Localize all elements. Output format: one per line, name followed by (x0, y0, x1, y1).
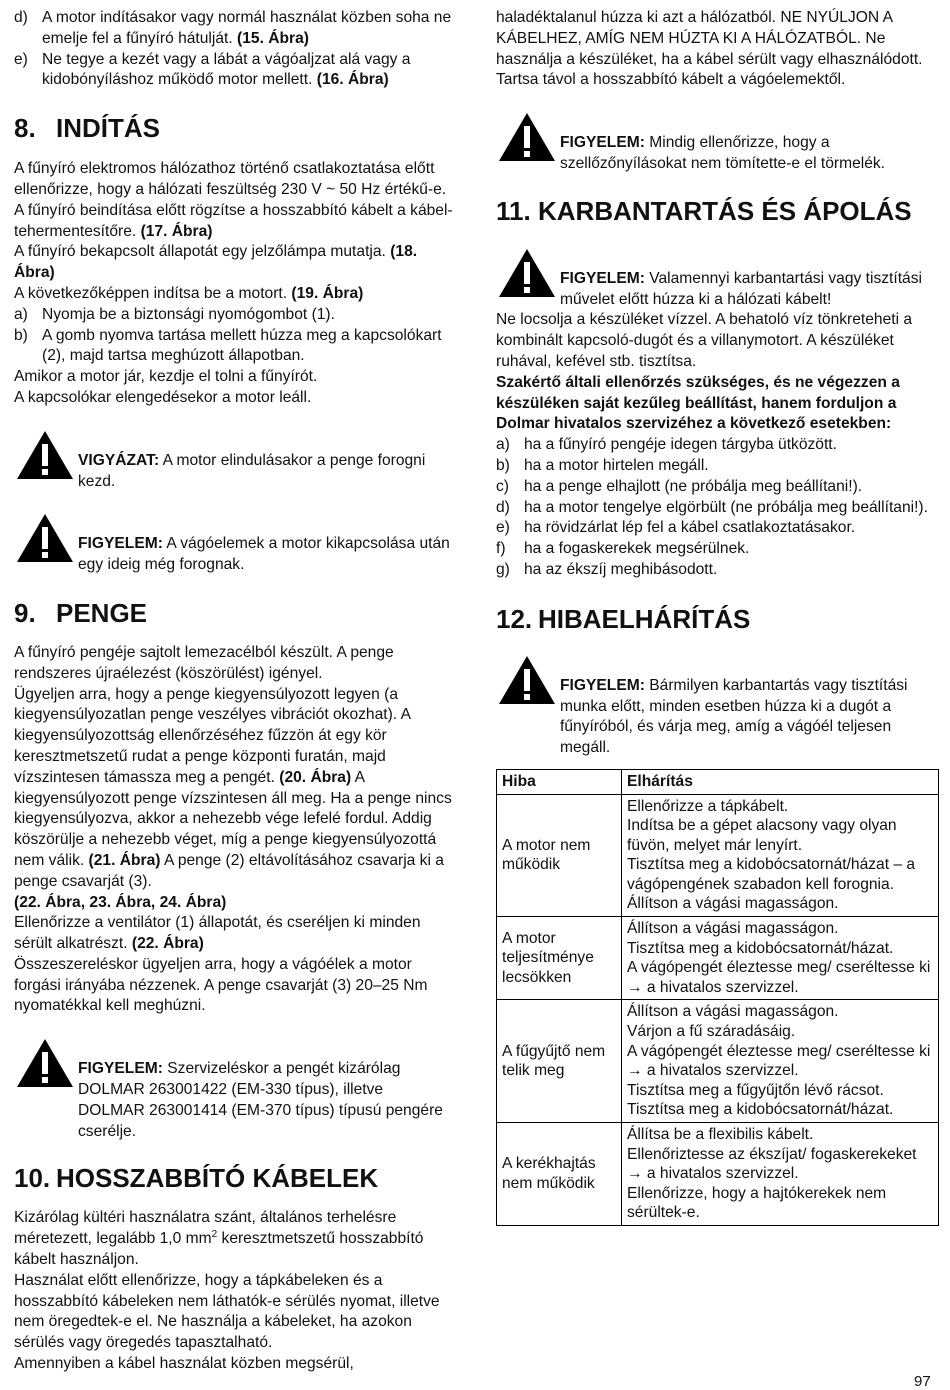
paragraph (14, 913, 454, 955)
warning-label: FIGYELEM: (560, 269, 645, 287)
table-header-row (497, 769, 939, 794)
list-text: ha a motor tengelye elgörbült (ne próbálja meg beállítani!). (524, 498, 928, 516)
list-text: Nyomja be a biztonsági nyomógombot (1). (42, 305, 335, 323)
list-item (496, 560, 938, 581)
warning-text: A motor elindulásakor a penge forogni kezd. (78, 451, 426, 490)
list-text: A motor indításakor vagy normál használat közben soha ne emelje fel a fűnyíró hátulját. (42, 9, 452, 47)
table-cell-problem: A motor teljesítménye lecsökken (497, 917, 622, 1000)
left-column (14, 8, 454, 1375)
list-marker: b) (496, 456, 510, 474)
section-number: 11. (496, 195, 531, 226)
table-row (497, 1123, 939, 1226)
list-item (14, 326, 454, 368)
solution-line: Állítsa be a flexibilis kábelt. (627, 1126, 814, 1144)
solution-line: A vágópengét éleztesse meg/ cseréltesse ki → a hivatalos szervizzel. (627, 1042, 931, 1080)
warning-block (14, 1038, 454, 1142)
table-cell-problem: A kerékhajtás nem működik (497, 1123, 622, 1226)
section-heading (496, 195, 938, 227)
right-column (496, 8, 938, 1226)
table-cell-problem: A fűgyűjtő nem telik meg (497, 1000, 622, 1123)
paragraph (14, 284, 454, 305)
warning-triangle-icon (498, 248, 556, 298)
list-item (14, 50, 454, 92)
list-item (496, 518, 938, 539)
table-cell-solution (622, 794, 939, 917)
table-cell-solution (622, 917, 939, 1000)
table-row (497, 917, 939, 1000)
list-item (496, 435, 938, 456)
paragraph-text: Ellenőrizze a ventilátor (1) állapotát, és cseréljen ki minden sérült alkatrészt. (14, 914, 421, 953)
table-cell-solution (622, 1000, 939, 1123)
warning-triangle-icon (498, 112, 556, 162)
paragraph-text: A következőképpen indítsa be a motort. (14, 284, 288, 302)
troubleshooting-table (496, 769, 939, 1226)
paragraph-bold: Szakértő általi ellenőrzés szükséges, és ne végezzen a készüléken saját kezűleg beállítást, hanem forduljon a Dolmar hivatalos szervizéhez a következő esetekben: (496, 373, 900, 433)
warning-triangle-icon (16, 430, 74, 480)
warning-block (496, 248, 938, 311)
figure-ref: (18. Ábra) (14, 243, 418, 282)
warning-triangle-icon (498, 655, 556, 705)
warning-label: VIGYÁZAT: (78, 451, 160, 469)
figure-ref: (16. Ábra) (316, 71, 389, 89)
paragraph: Használat előtt ellenőrizze, hogy a tápkábeleken és a hosszabbító kábeleken nem láthatók-e sérülés nyomat, illetve nem öregedtek-e el. Ne használja a kábeleket, ha azokon sérülés vagy öregedés tapasztalható. (14, 1271, 440, 1352)
warning-block (14, 513, 454, 576)
section-title: INDÍTÁS (56, 113, 160, 144)
solution-line: Ellenőrizze, hogy a hajtókerekek nem sérültek-e. (627, 1184, 887, 1222)
warning-text: Szervizeléskor a pengét kizárólag DOLMAR 263001422 (EM-330 típus), illetve DOLMAR 263001414 (EM-370 típus) típusú pengére cserélje. (78, 1060, 443, 1140)
solution-line: A vágópengét éleztesse meg/ cseréltesse ki → a hivatalos szervizzel. (627, 959, 931, 996)
section-number: 10. (14, 1163, 51, 1194)
column-header: Elhárítás (622, 769, 939, 794)
list-item (496, 498, 938, 519)
page-number: 97 (914, 1373, 931, 1390)
paragraph: Ne locsolja a készüléket vízzel. A behatoló víz tönkreteheti a kombinált kapcsoló-dugót és a villanymotort. A készüléket ruhával, kefével stb. tisztítsa. (496, 311, 913, 370)
paragraph (14, 201, 454, 243)
paragraph: A fűnyíró pengéje sajtolt lemezacélból készült. A penge rendszeres újraélezést (köszörülést) igényel. (14, 643, 394, 682)
list-text: Ne tegye a kezét vagy a lábát a vágóaljzat alá vagy a kidobónyíláshoz működő motor mellett. (42, 50, 411, 89)
paragraph-text: A fűnyíró beindítása előtt rögzítse a hosszabbító kábelt a kábel-tehermentesítőre. (14, 201, 453, 240)
paragraph: Amennyiben a kábel használat közben megsérül, (14, 1355, 354, 1373)
list-item (496, 477, 938, 498)
list-item (14, 8, 454, 50)
section-title: HIBAELHÁRÍTÁS (538, 603, 751, 634)
warning-block (496, 655, 938, 759)
section-title: KARBANTARTÁS ÉS ÁPOLÁS (538, 195, 912, 226)
warning-triangle-icon (16, 513, 74, 563)
solution-line: Tisztítsa meg a fűgyűjtőn lévő rácsot. (627, 1081, 884, 1099)
paragraph-text: keresztmetszetű hosszabbító kábelt használjon. (14, 1230, 424, 1269)
warning-label: FIGYELEM: (78, 535, 163, 553)
figure-ref: (20. Ábra) (279, 768, 352, 786)
list-marker: d) (14, 9, 28, 26)
table-row (497, 1000, 939, 1123)
list-marker: c) (496, 477, 509, 495)
list-text: A gomb nyomva tartása mellett húzza meg a kapcsolókart (2), majd tartsa meghúzott állapotban. (42, 326, 442, 365)
warning-label: FIGYELEM: (560, 134, 645, 152)
section-title: HOSSZABBÍTÓ KÁBELEK (56, 1163, 379, 1194)
paragraph: Amikor a motor jár, kezdje el tolni a fűnyírót. (14, 368, 318, 386)
warning-label: FIGYELEM: (78, 1060, 163, 1078)
solution-line: Állítson a vágási magasságon. (627, 1003, 839, 1021)
list-text: ha az ékszíj meghibásodott. (524, 560, 718, 578)
list-marker: a) (496, 436, 510, 454)
figure-ref: (22. Ábra, 23. Ábra, 24. Ábra) (14, 893, 227, 911)
superscript: 2 (211, 1229, 218, 1241)
list-item (14, 305, 454, 326)
list-item (496, 456, 938, 477)
figure-ref: (19. Ábra) (291, 284, 364, 302)
solution-line: Tisztítsa meg a kidobócsatornát/házat. (627, 939, 894, 957)
section-number: 8. (14, 113, 36, 144)
paragraph (14, 242, 454, 284)
section-heading (496, 603, 938, 635)
solution-line: Várjon a fű száradásáig. (627, 1023, 796, 1041)
warning-text: A vágóelemek a motor kikapcsolása után egy ideig még forognak. (78, 535, 450, 574)
list-marker: b) (14, 326, 28, 344)
paragraph (14, 685, 454, 893)
warning-label: FIGYELEM: (560, 676, 645, 694)
list-marker: a) (14, 305, 28, 323)
solution-line: Tisztítsa meg a kidobócsatornát/házat. (627, 1101, 894, 1119)
paragraph: A fűnyíró elektromos hálózathoz történő csatlakoztatása előtt ellenőrizze, hogy a hálózati feszültség 230 V ~ 50 Hz értékű-e. (14, 160, 447, 198)
solution-line: Indítsa be a gépet alacsony vagy olyan füvön, melyet már lenyírt. (627, 817, 897, 854)
paragraph (14, 1208, 454, 1270)
column-header: Hiba (497, 769, 622, 794)
warning-triangle-icon (16, 1038, 74, 1088)
section-number: 12. (496, 603, 533, 634)
list-text: ha a fogaskerekek megsérülnek. (524, 540, 750, 558)
table-cell-solution (622, 1123, 939, 1226)
paragraph: haladéktalanul húzza ki azt a hálózatból. NE NYÚLJON A KÁBELHEZ, AMÍG NEM HÚZTA KI A HÁLÓZATBÓL. Ne használja a készüléket, ha a kábel sérült vagy elhasználódott. Tartsa távol a hosszabbító kábelt a vágóelemektől. (496, 9, 923, 89)
solution-line: Állítson a vágási magasságon. (627, 920, 839, 938)
warning-block (496, 112, 938, 175)
solution-line: Ellenőriztesse az ékszíjat/ fogaskerekeket → a hivatalos szervizzel. (627, 1145, 917, 1183)
section-title: PENGE (56, 597, 148, 628)
warning-text: Mindig ellenőrizze, hogy a szellőzőnyílásokat nem tömítette-e el törmelék. (560, 134, 886, 172)
warning-text: Bármilyen karbantartás vagy tisztítási munka előtt, minden esetben húzza ki a dugót a fűnyíróból, és várja meg, amíg a vágóél teljesen megáll. (560, 676, 908, 757)
warning-text: Valamennyi karbantartási vagy tisztítási művelet előtt húzza ki a hálózati kábelt! (560, 269, 922, 308)
paragraph-text: A penge (2) eltávolításához csavarja ki a penge csavarját (3). (14, 851, 444, 890)
list-marker: g) (496, 560, 510, 578)
section-number: 9. (14, 597, 36, 628)
paragraph: Összeszereléskor ügyeljen arra, hogy a vágóélek a motor forgási irányába nézzenek. A penge csavarját (3) 20–25 Nm nyomatékkal kell meghúzni. (14, 955, 428, 1015)
solution-line: Ellenőrizze a tápkábelt. (627, 797, 789, 815)
figure-ref: (22. Ábra) (131, 935, 204, 953)
figure-ref: (21. Ábra) (88, 851, 161, 869)
paragraph-text: A fűnyíró bekapcsolt állapotát egy jelzőlámpa mutatja. (14, 243, 386, 261)
list-text: ha rövidzárlat lép fel a kábel csatlakoztatásakor. (524, 519, 856, 537)
list-marker: e) (14, 50, 28, 68)
section-heading (14, 1162, 454, 1194)
list-text: ha a motor hirtelen megáll. (524, 456, 709, 474)
section-heading (14, 112, 454, 144)
solution-line: Tisztítsa meg a kidobócsatornát/házat – a vágópengének szabadon kell forognia. (627, 856, 916, 893)
solution-line: Állítson a vágási magasságon. (627, 895, 839, 913)
paragraph: A kapcsolókar elengedésekor a motor leáll. (14, 388, 312, 406)
paragraph-text: A kiegyensúlyozott penge vízszintesen áll meg. Ha a penge nincs kiegyensúlyozva, akkor a nehezebb vége lefelé fordul. Addig köszörülje a nehezebb véget, míg a penge kiegyensúlyozottá nem válik. (14, 768, 452, 869)
warning-block (14, 430, 454, 493)
table-row (497, 794, 939, 917)
figure-ref: (17. Ábra) (140, 222, 213, 240)
section-heading (14, 597, 454, 629)
list-item (496, 539, 938, 560)
list-text: ha a penge elhajlott (ne próbálja meg beállítani!). (524, 477, 863, 495)
paragraph-text: Kizárólag kültéri használatra szánt, általános terhelésre méretezett, legalább 1,0 mm (14, 1209, 397, 1248)
figure-ref: (15. Ábra) (237, 29, 309, 47)
list-marker: d) (496, 498, 510, 516)
list-marker: e) (496, 519, 510, 537)
list-text: ha a fűnyíró pengéje idegen tárgyba ütközött. (524, 436, 837, 454)
table-cell-problem: A motor nem működik (497, 794, 622, 917)
list-marker: f) (496, 540, 506, 558)
paragraph-text: Ügyeljen arra, hogy a penge kiegyensúlyozott legyen (a kiegyensúlyozatlan penge veszélyes vibrációt okozhat). A kiegyensúlyozottság ellenőrzéséhez fűzzön át egy kör keresztmetszetű rudat a penge központi furatán, majd vízszintesen támassza meg a pengét. (14, 685, 411, 786)
